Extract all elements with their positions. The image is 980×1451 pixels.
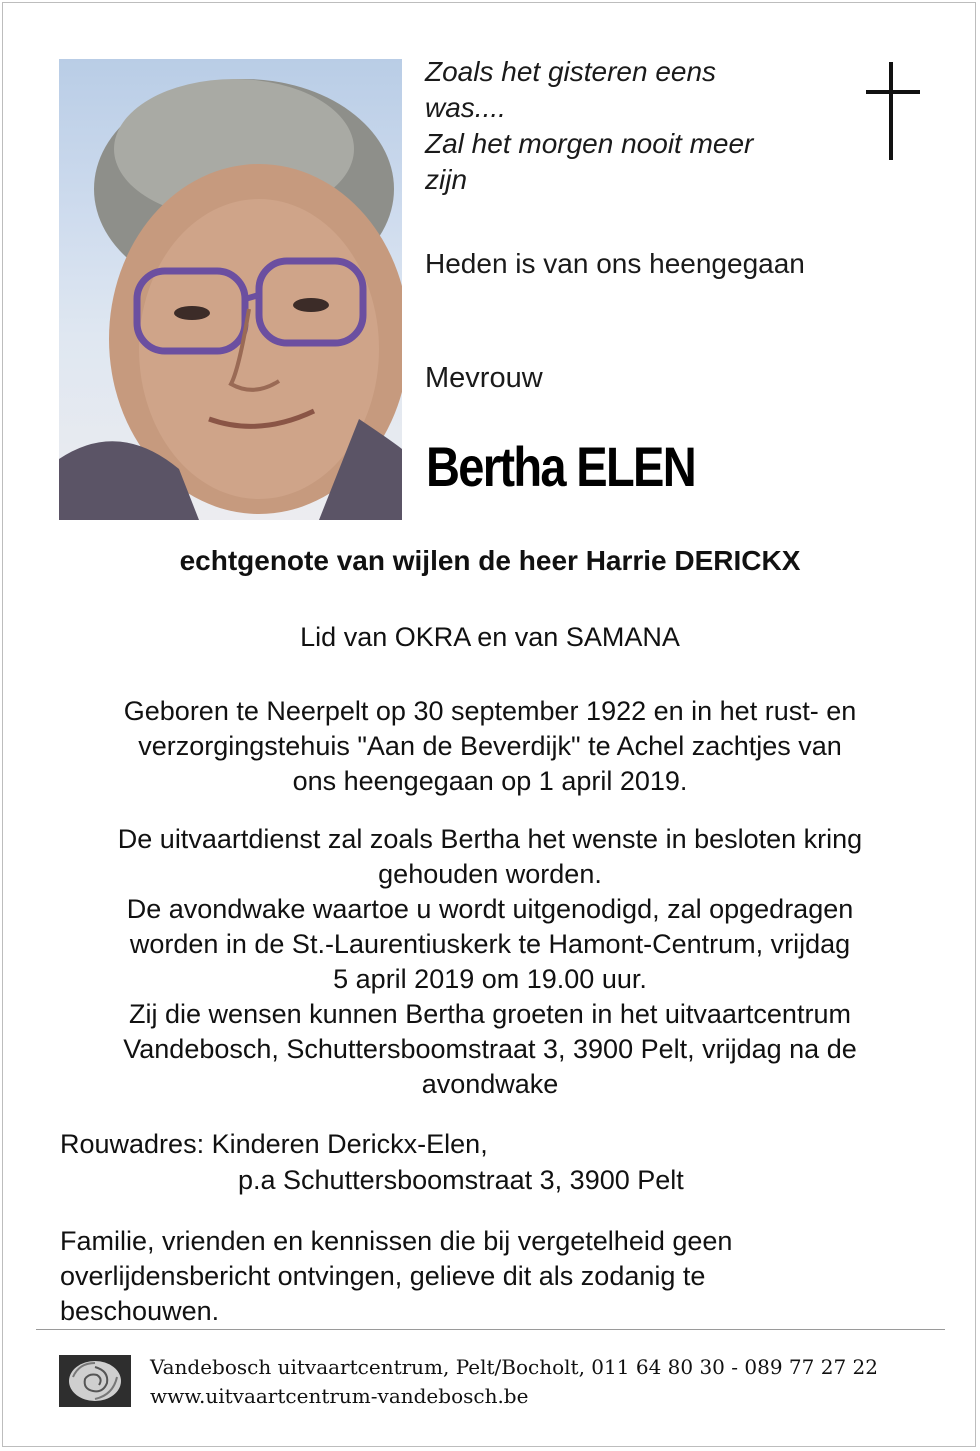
text-line: ons heengegaan op 1 april 2019. bbox=[292, 766, 688, 796]
text-line: Vandebosch, Schuttersboomstraat 3, 3900 Pelt, vrijdag na de bbox=[123, 1034, 857, 1064]
footer-contact: Vandebosch uitvaartcentrum, Pelt/Bocholt, 011 64 80 30 - 089 77 27 22 bbox=[150, 1355, 878, 1379]
address-line: Rouwadres: Kinderen Derickx-Elen, bbox=[60, 1129, 488, 1159]
text-line: overlijdensbericht ontvingen, gelieve dit als zodanig te bbox=[60, 1261, 706, 1291]
rose-logo-icon bbox=[59, 1355, 131, 1407]
text-line: beschouwen. bbox=[60, 1296, 220, 1326]
portrait-photo bbox=[59, 59, 402, 520]
spouse-line: echtgenote van wijlen de heer Harrie DERICKX bbox=[179, 545, 801, 576]
service-paragraph bbox=[40, 822, 940, 1102]
mourning-address bbox=[60, 1126, 684, 1198]
text-line: De uitvaartdienst zal zoals Bertha het wenste in besloten kring bbox=[117, 824, 863, 854]
text-line: avondwake bbox=[421, 1069, 559, 1099]
text-line: Geboren te Neerpelt op 30 september 1922 en in het rust- en bbox=[123, 696, 857, 726]
family-notice bbox=[60, 1224, 732, 1329]
footer-divider bbox=[36, 1329, 945, 1330]
membership-line: Lid van OKRA en van SAMANA bbox=[300, 622, 680, 652]
cross-icon bbox=[862, 62, 922, 160]
funeral-home-footer bbox=[150, 1353, 878, 1411]
poem-line: was.... bbox=[425, 92, 506, 123]
text-line: worden in de St.-Laurentiuskerk te Hamont-Centrum, vrijdag bbox=[129, 929, 851, 959]
text-line: Familie, vrienden en kennissen die bij vergetelheid geen bbox=[60, 1226, 733, 1256]
deceased-name: Bertha ELEN bbox=[426, 435, 696, 498]
text-line: Zij die wensen kunnen Bertha groeten in het uitvaartcentrum bbox=[129, 999, 851, 1029]
text-line: 5 april 2019 om 19.00 uur. bbox=[333, 964, 647, 994]
text-line: verzorgingstehuis "Aan de Beverdijk" te Achel zachtjes van bbox=[138, 731, 842, 761]
honorific: Mevrouw bbox=[425, 362, 543, 394]
lead-text: Heden is van ons heengegaan bbox=[425, 248, 805, 279]
poem-line: zijn bbox=[425, 164, 468, 195]
birth-death-paragraph bbox=[40, 694, 940, 799]
text-line: De avondwake waartoe u wordt uitgenodigd, zal opgedragen bbox=[126, 894, 854, 924]
poem-line: Zoals het gisteren eens bbox=[425, 56, 717, 87]
poem-line: Zal het morgen nooit meer bbox=[425, 128, 754, 159]
address-line: p.a Schuttersboomstraat 3, 3900 Pelt bbox=[238, 1165, 684, 1195]
footer-website-link[interactable]: www.uitvaartcentrum-vandebosch.be bbox=[150, 1384, 529, 1408]
text-line: gehouden worden. bbox=[378, 859, 602, 889]
poem-verse bbox=[425, 54, 825, 198]
